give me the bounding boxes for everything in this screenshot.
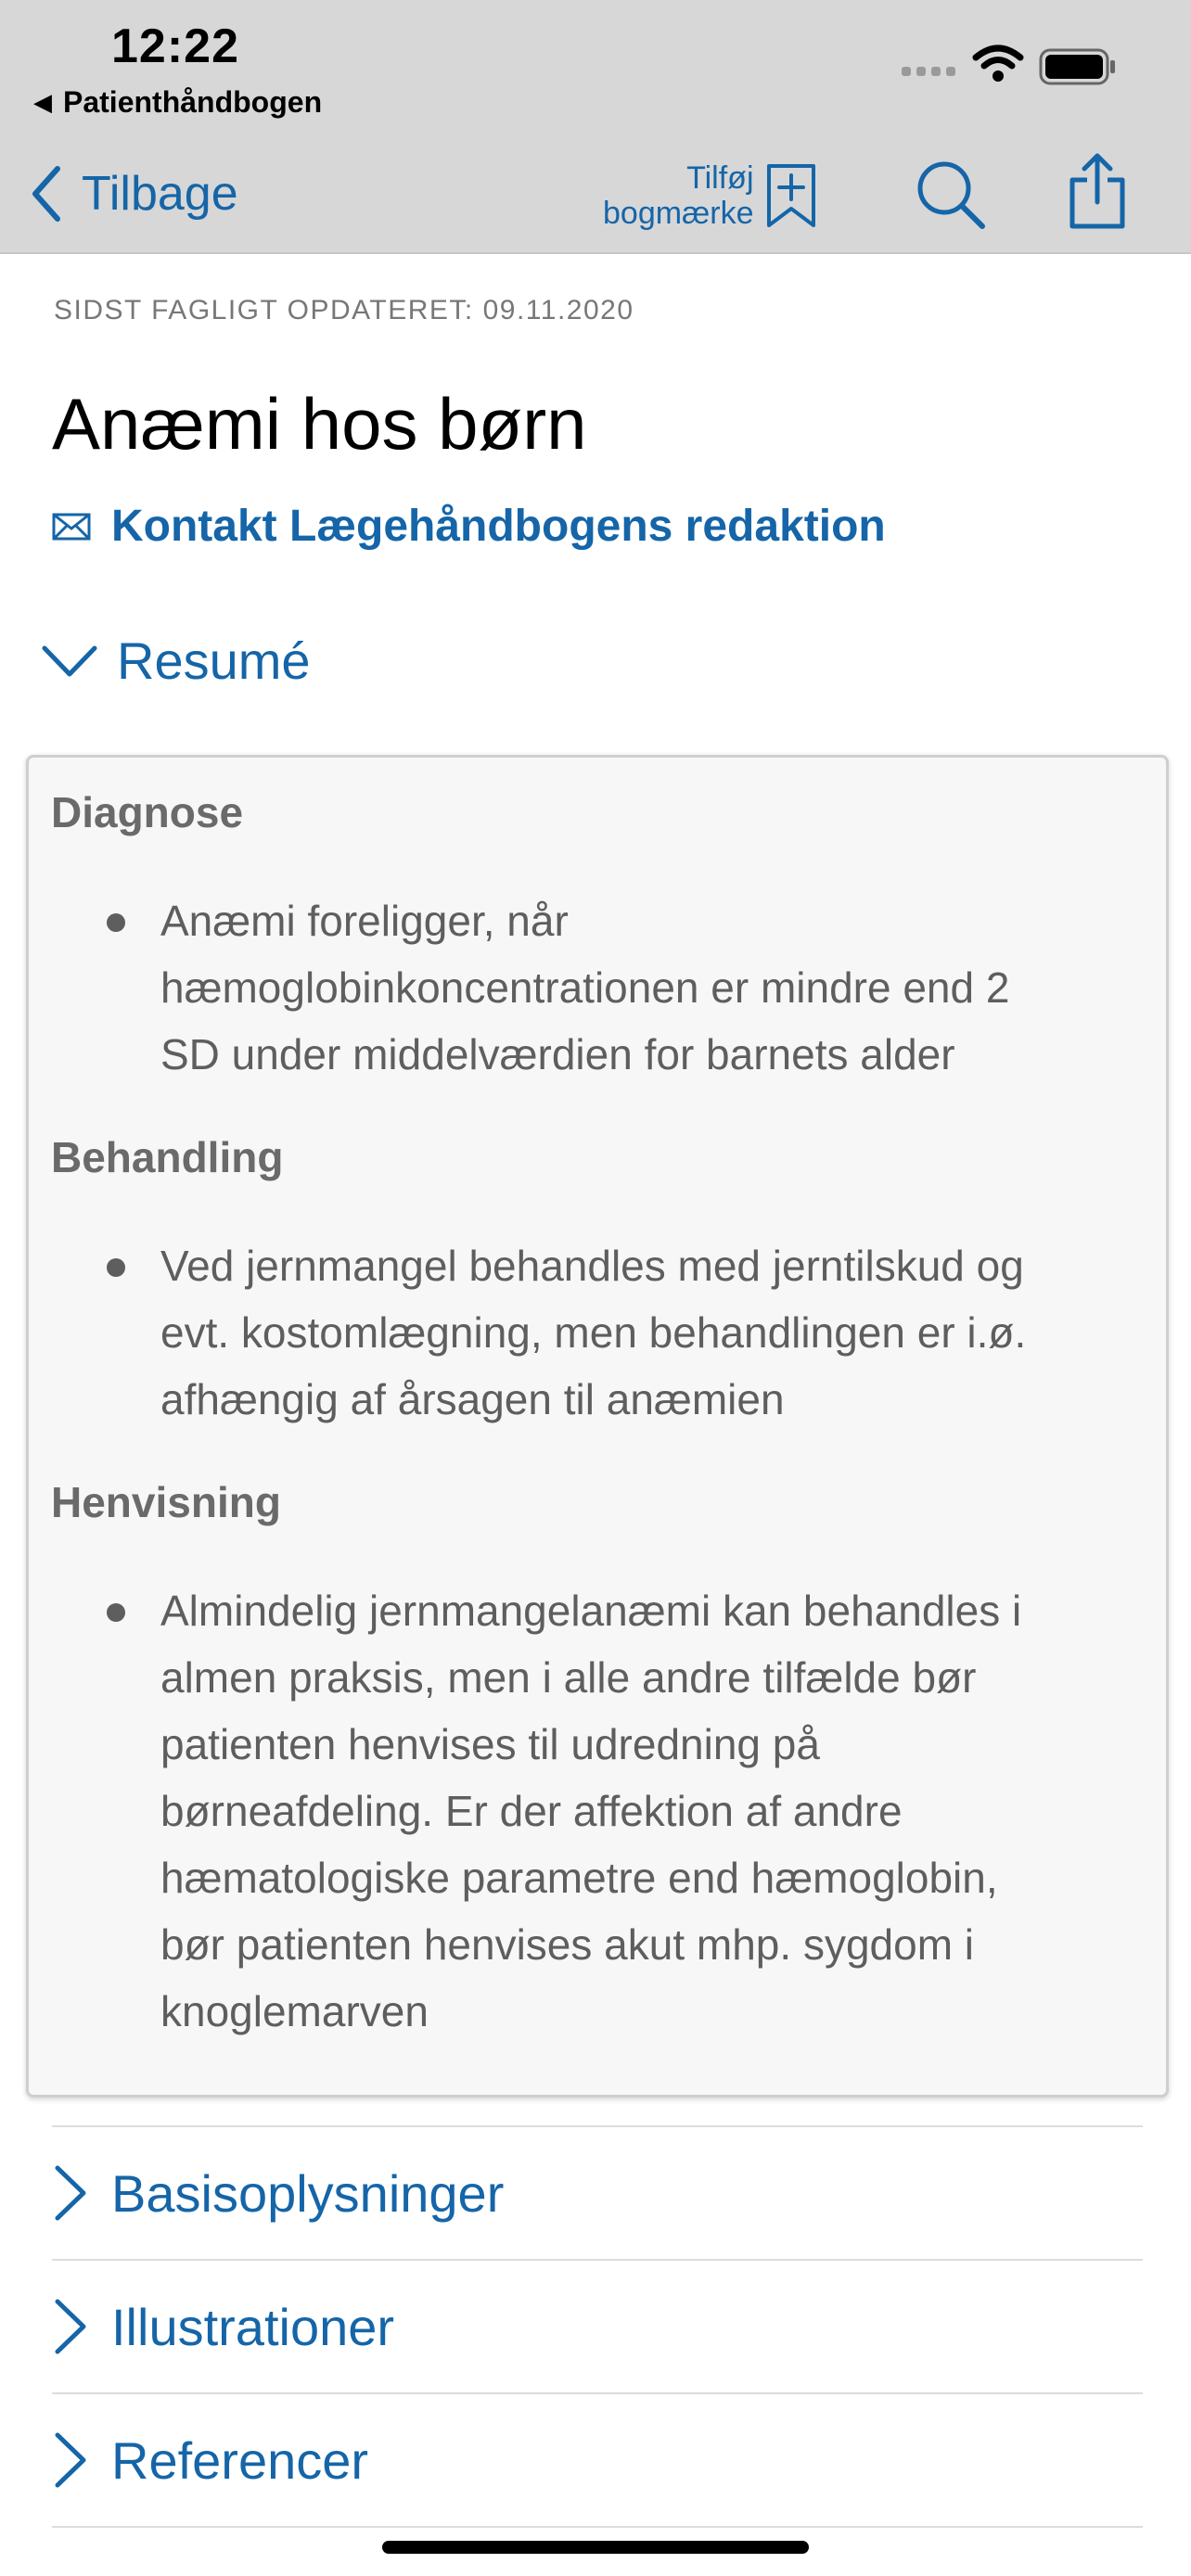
section-label: Illustrationer bbox=[111, 2297, 395, 2356]
status-bar bbox=[0, 0, 1191, 139]
section-basisoplysninger[interactable] bbox=[52, 2125, 1143, 2259]
chevron-right-icon bbox=[52, 2298, 89, 2355]
summary-line: hæmatologiske parametre end hæmoglobin, bbox=[160, 1854, 998, 1902]
section-label: Basisoplysninger bbox=[111, 2163, 505, 2223]
home-indicator[interactable] bbox=[382, 2541, 809, 2554]
add-bookmark-label bbox=[603, 160, 754, 231]
envelope-icon bbox=[52, 513, 91, 541]
summary-line: børneafdeling. Er der affektion af andre bbox=[160, 1787, 903, 1835]
summary-line: almen praksis, men i alle andre tilfælde bør bbox=[160, 1653, 977, 1702]
navigation-bar bbox=[0, 139, 1191, 254]
summary-heading-behandling: Behandling bbox=[51, 1133, 284, 1181]
chevron-right-icon bbox=[52, 2164, 89, 2222]
summary-box bbox=[26, 755, 1169, 2098]
add-bookmark-line2: bogmærke bbox=[603, 196, 754, 231]
back-to-app-label: Patienthåndbogen bbox=[63, 85, 323, 119]
section-referencer[interactable] bbox=[52, 2392, 1143, 2526]
chevron-right-icon bbox=[52, 2431, 89, 2489]
wifi-icon bbox=[972, 45, 1024, 83]
back-button[interactable] bbox=[30, 161, 238, 226]
bullet-icon bbox=[107, 913, 125, 932]
contact-editorial-link[interactable] bbox=[52, 501, 886, 552]
summary-line: bør patienten henvises akut mhp. sygdom i bbox=[160, 1920, 975, 1969]
summary-line: patienten henvises til udredning på bbox=[160, 1720, 820, 1768]
bullet-icon bbox=[107, 1258, 125, 1277]
summary-heading-diagnose: Diagnose bbox=[51, 788, 244, 836]
back-to-app-link[interactable] bbox=[33, 85, 322, 120]
summary-line: knoglemarven bbox=[160, 1987, 429, 2035]
add-bookmark-line1: Tilføj bbox=[686, 160, 754, 196]
battery-icon bbox=[1039, 48, 1117, 85]
last-updated-text: SIDST FAGLIGT OPDATERET: 09.11.2020 bbox=[54, 295, 634, 325]
bookmark-add-icon bbox=[765, 162, 817, 229]
back-triangle-icon: ◀ bbox=[33, 88, 52, 116]
bullet-icon bbox=[107, 1603, 125, 1622]
add-bookmark-button[interactable] bbox=[603, 154, 817, 237]
section-illustrationer[interactable] bbox=[52, 2259, 1143, 2392]
summary-toggle[interactable] bbox=[41, 631, 311, 691]
summary-item-behandling bbox=[160, 1232, 1144, 1433]
chevron-down-icon bbox=[41, 643, 98, 680]
search-icon[interactable] bbox=[914, 158, 988, 232]
contact-editorial-label: Kontakt Lægehåndbogens redaktion bbox=[111, 502, 886, 551]
chevron-left-icon bbox=[30, 165, 63, 223]
share-icon[interactable] bbox=[1067, 152, 1128, 230]
summary-line: Almindelig jernmangelanæmi kan behandles i bbox=[160, 1587, 1022, 1635]
summary-item-henvisning bbox=[160, 1577, 1144, 2045]
back-button-label: Tilbage bbox=[82, 167, 238, 221]
summary-line: SD under middelværdien for barnets alder bbox=[160, 1030, 955, 1078]
summary-item-diagnose bbox=[160, 887, 1144, 1088]
summary-toggle-label: Resumé bbox=[117, 631, 311, 690]
signal-icon bbox=[902, 63, 957, 78]
page-title: Anæmi hos børn bbox=[52, 383, 587, 465]
summary-heading-henvisning: Henvisning bbox=[51, 1478, 281, 1526]
summary-line: Ved jernmangel behandles med jerntilskud og bbox=[160, 1242, 1024, 1290]
status-time: 12:22 bbox=[111, 19, 239, 73]
summary-line: Anæmi foreligger, når bbox=[160, 897, 569, 945]
section-label: Referencer bbox=[111, 2430, 369, 2490]
summary-line: hæmoglobinkoncentrationen er mindre end 2 bbox=[160, 963, 1010, 1012]
summary-line: afhængig af årsagen til anæmien bbox=[160, 1375, 785, 1423]
summary-line: evt. kostomlægning, men behandlingen er i.ø. bbox=[160, 1308, 1027, 1357]
